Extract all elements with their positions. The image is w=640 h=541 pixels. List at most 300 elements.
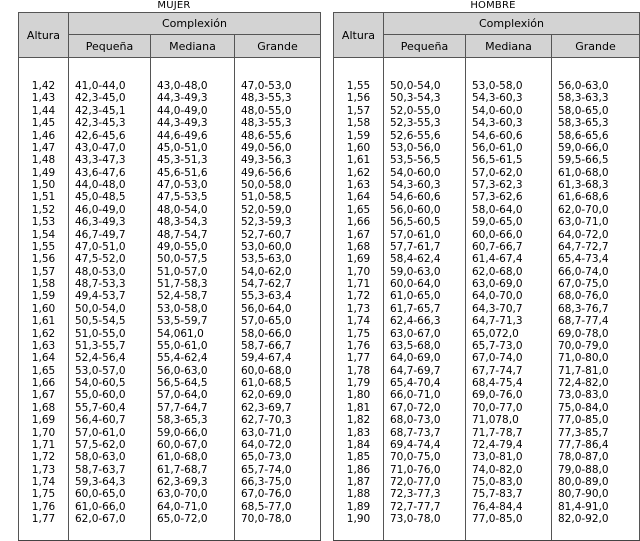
table-cell: 55,3-63,4 (241, 290, 292, 303)
table-cell: 57,7-64,7 (157, 401, 208, 414)
table-cell: 60,0-68,0 (241, 364, 292, 377)
hombre-title: HOMBRE (470, 0, 516, 11)
table-cell: 73,0-81,0 (472, 451, 523, 464)
table-cell: 48,6-55,6 (241, 129, 292, 142)
table-cell: 1,66 (31, 377, 56, 389)
table-cell: 63,0-71,0 (558, 216, 609, 229)
table-cell: 45,0-51,0 (157, 141, 208, 154)
table-cell: 60,0-66,0 (472, 228, 523, 241)
table-cell: 64,3-70,7 (472, 302, 523, 315)
table-cell: 64,7-69,7 (390, 364, 441, 377)
table-cell: 1,67 (346, 228, 371, 241)
mujer-col-pequena (69, 58, 151, 541)
table-cell: 68,4-75,4 (472, 377, 523, 389)
table-cell: 1,48 (31, 154, 56, 167)
table-cell: 54,7-62,7 (241, 278, 292, 290)
table-cell: 58,3-65,3 (558, 117, 609, 130)
table-cell: 1,66 (346, 216, 371, 229)
table-cell: 49,6-56,6 (241, 166, 292, 179)
hombre-col-grande (552, 58, 640, 541)
table-cell: 52,3-55,3 (390, 117, 441, 130)
table-cell: 67,0-76,0 (241, 488, 292, 501)
table-cell: 48,3-55,3 (241, 117, 292, 130)
table-cell: 54,6-60,6 (390, 191, 441, 204)
table-cell: 70,0-78,0 (241, 513, 292, 526)
table-cell: 1,64 (346, 191, 371, 204)
hombre-col-altura (334, 58, 384, 541)
table-cell: 1,70 (31, 426, 56, 439)
mujer-table (18, 12, 321, 541)
table-cell: 49,0-56,0 (241, 141, 292, 154)
table-cell: 72,7-77,7 (390, 500, 441, 513)
hombre-col-pequena (384, 58, 466, 541)
table-cell: 59,0-63,0 (390, 265, 441, 278)
table-cell: 56,0-64,0 (241, 302, 292, 315)
table-cell: 52,6-55,6 (390, 129, 441, 142)
hombre-header-mediana: Mediana (466, 35, 552, 58)
table-cell: 57,7-61,7 (390, 240, 441, 253)
table-cell: 70,0-79,0 (558, 339, 609, 352)
table-cell: 1,87 (346, 476, 371, 488)
table-cell: 64,0-72,0 (558, 228, 609, 241)
mujer-col-grande (235, 58, 321, 541)
table-cell: 50,5-54,5 (75, 315, 126, 328)
table-cell: 58,7-63,7 (75, 463, 126, 476)
table-cell: 53,0-58,0 (472, 80, 523, 92)
table-cell: 1,42 (31, 80, 56, 92)
table-cell: 48,7-53,3 (75, 278, 126, 290)
table-cell: 64,7-71,3 (472, 315, 523, 328)
table-cell: 69,0-78,0 (558, 327, 609, 340)
table-cell: 72,4-82,0 (558, 377, 609, 389)
table-cell: 46,3-49,3 (75, 216, 126, 229)
table-cell: 52,4-56,4 (75, 352, 126, 365)
table-cell: 54,6-60,6 (472, 129, 523, 142)
table-cell: 1,59 (31, 290, 56, 303)
table-cell: 61,7-65,7 (390, 302, 441, 315)
table-cell: 1,68 (31, 401, 56, 414)
table-cell: 1,75 (346, 327, 371, 340)
table-cell: 1,65 (31, 364, 56, 377)
table-cell: 77,0-85,0 (558, 414, 609, 427)
table-cell: 64,7-72,7 (558, 240, 609, 253)
table-cell: 58,6-65,6 (558, 129, 609, 142)
table-cell: 71,078,0 (472, 414, 519, 427)
table-cell: 68,5-77,0 (241, 500, 292, 513)
table-cell: 59,5-66,5 (558, 154, 609, 167)
table-cell: 1,52 (31, 203, 56, 216)
table-cell: 71,7-81,0 (558, 364, 609, 377)
table-cell: 1,45 (31, 117, 56, 130)
table-cell: 50,0-57,5 (157, 253, 208, 266)
hombre-header-pequena: Pequeña (384, 35, 466, 58)
table-cell: 1,84 (346, 438, 371, 451)
table-cell: 65,0-73,0 (241, 451, 292, 464)
table-cell: 72,3-77,3 (390, 488, 441, 501)
table-cell: 57,0-64,0 (157, 389, 208, 402)
table-cell: 67,7-74,7 (472, 364, 523, 377)
table-cell: 1,86 (346, 463, 371, 476)
table-cell: 80,0-89,0 (558, 476, 609, 488)
table-cell: 80,7-90,0 (558, 488, 609, 501)
table-cell: 53,0-57,0 (75, 364, 126, 377)
table-cell: 63,5-68,0 (390, 339, 441, 352)
table-cell: 1,73 (346, 302, 371, 315)
table-cell: 58,0-63,0 (75, 451, 126, 464)
table-cell: 52,3-59,3 (241, 216, 292, 229)
table-cell: 54,061,0 (157, 327, 204, 340)
table-cell: 54,3-60,3 (472, 117, 523, 130)
table-cell: 54,0-62,0 (241, 265, 292, 278)
table-cell: 68,7-73,7 (390, 426, 441, 439)
table-cell: 52,0-55,0 (390, 104, 441, 117)
table-cell: 66,0-74,0 (558, 265, 609, 278)
table-cell: 65,4-73,4 (558, 253, 609, 266)
table-cell: 54,0-60,5 (75, 377, 126, 389)
table-cell: 1,67 (31, 389, 56, 402)
table-cell: 1,76 (31, 500, 56, 513)
mujer-title: MUJER (157, 0, 191, 11)
table-cell: 57,0-61,0 (75, 426, 126, 439)
table-cell: 1,83 (346, 426, 371, 439)
table-cell: 75,0-83,0 (472, 476, 523, 488)
table-cell: 1,46 (31, 129, 56, 142)
table-cell: 51,0-55,0 (75, 327, 126, 340)
table-cell: 54,3-60,3 (472, 92, 523, 105)
table-cell: 1,69 (31, 414, 56, 427)
table-cell: 49,4-53,7 (75, 290, 126, 303)
table-cell: 65,072,0 (472, 327, 519, 340)
table-cell: 60,0-67,0 (157, 438, 208, 451)
table-cell: 57,3-62,6 (472, 191, 523, 204)
table-cell: 43,3-47,3 (75, 154, 126, 167)
table-cell: 51,7-58,3 (157, 278, 208, 290)
hombre-table (333, 12, 640, 541)
table-cell: 71,0-80,0 (558, 352, 609, 365)
table-cell: 1,79 (346, 377, 371, 389)
table-cell: 59,0-65,0 (472, 216, 523, 229)
table-cell: 1,59 (346, 129, 371, 142)
table-cell: 75,0-84,0 (558, 401, 609, 414)
table-cell: 47,5-53,5 (157, 191, 208, 204)
table-cell: 67,0-74,0 (472, 352, 523, 365)
table-cell: 54,0-60,0 (472, 104, 523, 117)
table-cell: 60,0-64,0 (390, 278, 441, 290)
table-cell: 43,6-47,6 (75, 166, 126, 179)
table-cell: 61,0-65,0 (390, 290, 441, 303)
table-cell: 67,0-75,0 (558, 278, 609, 290)
table-cell: 1,63 (31, 339, 56, 352)
table-cell: 53,0-56,0 (390, 141, 441, 154)
table-cell: 61,0-68,0 (558, 166, 609, 179)
table-cell: 53,5-56,5 (390, 154, 441, 167)
table-cell: 1,54 (31, 228, 56, 241)
table-cell: 58,0-65,0 (558, 104, 609, 117)
table-cell: 1,57 (31, 265, 56, 278)
table-cell: 58,7-66,7 (241, 339, 292, 352)
table-cell: 55,0-61,0 (157, 339, 208, 352)
table-cell: 1,56 (346, 92, 371, 105)
table-cell: 51,0-58,5 (241, 191, 292, 204)
table-cell: 58,3-65,3 (157, 414, 208, 427)
table-cell: 44,3-49,3 (157, 117, 208, 130)
table-cell: 56,5-61,5 (472, 154, 523, 167)
table-cell: 1,72 (31, 451, 56, 464)
table-cell: 45,6-51,6 (157, 166, 208, 179)
table-cell: 57,0-61,0 (390, 228, 441, 241)
hombre-panel (333, 0, 639, 541)
table-cell: 1,70 (346, 265, 371, 278)
table-cell: 44,6-49,6 (157, 129, 208, 142)
table-cell: 60,7-66,7 (472, 240, 523, 253)
table-cell: 47,5-52,0 (75, 253, 126, 266)
table-cell: 56,0-63,0 (157, 364, 208, 377)
table-cell: 1,47 (31, 141, 56, 154)
table-cell: 58,3-63,3 (558, 92, 609, 105)
table-cell: 1,69 (346, 253, 371, 266)
table-cell: 1,49 (31, 166, 56, 179)
table-cell: 1,63 (346, 179, 371, 191)
table-cell: 42,3-45,1 (75, 104, 126, 117)
table-cell: 71,0-76,0 (390, 463, 441, 476)
table-cell: 62,0-68,0 (472, 265, 523, 278)
table-cell: 47,0-51,0 (75, 240, 126, 253)
table-cell: 57,0-62,0 (472, 166, 523, 179)
table-cell: 61,0-66,0 (75, 500, 126, 513)
table-cell: 62,0-69,0 (241, 389, 292, 402)
hombre-col-mediana (466, 58, 552, 541)
mujer-header-complexion: Complexión (69, 13, 321, 35)
table-cell: 51,0-57,0 (157, 265, 208, 278)
table-cell: 42,6-45,6 (75, 129, 126, 142)
table-cell: 70,0-75,0 (390, 451, 441, 464)
table-cell: 1,65 (346, 203, 371, 216)
table-cell: 57,5-62,0 (75, 438, 126, 451)
table-cell: 74,0-82,0 (472, 463, 523, 476)
table-cell: 50,0-54,0 (75, 302, 126, 315)
table-cell: 65,0-72,0 (157, 513, 208, 526)
table-cell: 61,4-67,4 (472, 253, 523, 266)
table-cell: 69,4-74,4 (390, 438, 441, 451)
table-cell: 1,44 (31, 104, 56, 117)
table-cell: 44,0-49,0 (157, 104, 208, 117)
table-cell: 78,0-87,0 (558, 451, 609, 464)
table-cell: 72,4-79,4 (472, 438, 523, 451)
table-cell: 1,90 (346, 513, 371, 526)
table-cell: 61,7-68,7 (157, 463, 208, 476)
table-cell: 77,7-86,4 (558, 438, 609, 451)
table-cell: 1,82 (346, 414, 371, 427)
mujer-header-mediana: Mediana (151, 35, 235, 58)
table-cell: 1,61 (346, 154, 371, 167)
table-cell: 52,0-59,0 (241, 203, 292, 216)
table-cell: 56,5-60,5 (390, 216, 441, 229)
table-cell: 48,0-54,0 (157, 203, 208, 216)
table-cell: 48,0-53,0 (75, 265, 126, 278)
table-cell: 50,3-54,3 (390, 92, 441, 105)
table-cell: 47,0-53,0 (241, 80, 292, 92)
table-cell: 76,4-84,4 (472, 500, 523, 513)
table-cell: 59,0-66,0 (558, 141, 609, 154)
table-cell: 65,7-74,0 (241, 463, 292, 476)
table-cell: 57,3-62,3 (472, 179, 523, 191)
table-cell: 61,3-68,3 (558, 179, 609, 191)
table-cell: 42,3-45,3 (75, 117, 126, 130)
table-cell: 55,7-60,4 (75, 401, 126, 414)
table-cell: 62,4-66,3 (390, 315, 441, 328)
table-cell: 70,0-77,0 (472, 401, 523, 414)
table-cell: 56,4-60,7 (75, 414, 126, 427)
table-cell: 1,76 (346, 339, 371, 352)
table-cell: 53,0-58,0 (157, 302, 208, 315)
table-cell: 61,6-68,6 (558, 191, 609, 204)
table-cell: 1,77 (31, 513, 56, 526)
table-cell: 1,89 (346, 500, 371, 513)
mujer-col-mediana (151, 58, 235, 541)
table-cell: 64,0-71,0 (157, 500, 208, 513)
table-cell: 58,0-66,0 (241, 327, 292, 340)
table-cell: 73,0-78,0 (390, 513, 441, 526)
table-cell: 1,68 (346, 240, 371, 253)
table-cell: 72,0-77,0 (390, 476, 441, 488)
table-cell: 1,60 (31, 302, 56, 315)
table-cell: 53,5-59,7 (157, 315, 208, 328)
table-cell: 1,72 (346, 290, 371, 303)
table-cell: 50,0-54,0 (390, 80, 441, 92)
table-cell: 1,55 (31, 240, 56, 253)
table-cell: 57,0-65,0 (241, 315, 292, 328)
table-cell: 62,7-70,3 (241, 414, 292, 427)
table-cell: 44,3-49,3 (157, 92, 208, 105)
table-cell: 49,0-55,0 (157, 240, 208, 253)
table-cell: 67,0-72,0 (390, 401, 441, 414)
table-cell: 47,0-53,0 (157, 179, 208, 191)
table-cell: 62,3-69,7 (241, 401, 292, 414)
table-cell: 64,0-72,0 (241, 438, 292, 451)
table-cell: 77,3-85,7 (558, 426, 609, 439)
table-cell: 73,0-83,0 (558, 389, 609, 402)
table-cell: 62,0-67,0 (75, 513, 126, 526)
table-cell: 81,4-91,0 (558, 500, 609, 513)
table-cell: 59,0-66,0 (157, 426, 208, 439)
table-cell: 1,58 (31, 278, 56, 290)
hombre-header-complexion: Complexión (384, 13, 640, 35)
mujer-header-pequena: Pequeña (69, 35, 151, 58)
table-cell: 50,0-58,0 (241, 179, 292, 191)
table-cell: 48,3-54,3 (157, 216, 208, 229)
table-cell: 1,51 (31, 191, 56, 204)
table-cell: 63,0-67,0 (390, 327, 441, 340)
table-cell: 1,71 (346, 278, 371, 290)
table-cell: 45,3-51,3 (157, 154, 208, 167)
table-cell: 61,0-68,5 (241, 377, 292, 389)
table-cell: 65,7-73,0 (472, 339, 523, 352)
table-cell: 1,80 (346, 389, 371, 402)
table-cell: 59,4-67,4 (241, 352, 292, 365)
table-cell: 1,56 (31, 253, 56, 266)
table-cell: 43,0-47,0 (75, 141, 126, 154)
table-cell: 1,43 (31, 92, 56, 105)
table-cell: 58,4-62,4 (390, 253, 441, 266)
table-cell: 79,0-88,0 (558, 463, 609, 476)
table-cell: 1,71 (31, 438, 56, 451)
table-cell: 45,0-48,5 (75, 191, 126, 204)
table-cell: 41,0-44,0 (75, 80, 126, 92)
table-cell: 68,0-76,0 (558, 290, 609, 303)
table-cell: 1,78 (346, 364, 371, 377)
table-cell: 46,7-49,7 (75, 228, 126, 241)
table-cell: 1,74 (31, 476, 56, 488)
table-cell: 62,3-69,3 (157, 476, 208, 488)
table-cell: 48,7-54,7 (157, 228, 208, 241)
table-cell: 66,0-71,0 (390, 389, 441, 402)
table-cell: 1,60 (346, 141, 371, 154)
table-cell: 61,0-68,0 (157, 451, 208, 464)
table-cell: 1,73 (31, 463, 56, 476)
table-cell: 1,53 (31, 216, 56, 229)
table-cell: 44,0-48,0 (75, 179, 126, 191)
hombre-header-altura: Altura (334, 13, 384, 58)
table-cell: 55,0-60,0 (75, 389, 126, 402)
table-cell: 63,0-70,0 (157, 488, 208, 501)
table-cell: 52,4-58,7 (157, 290, 208, 303)
table-cell: 1,81 (346, 401, 371, 414)
table-cell: 53,0-60,0 (241, 240, 292, 253)
table-cell: 42,3-45,0 (75, 92, 126, 105)
table-cell: 64,0-69,0 (390, 352, 441, 365)
table-cell: 1,88 (346, 488, 371, 501)
table-cell: 69,0-76,0 (472, 389, 523, 402)
mujer-header-altura: Altura (19, 13, 69, 58)
table-cell: 59,3-64,3 (75, 476, 126, 488)
table-cell: 64,0-70,0 (472, 290, 523, 303)
table-cell: 53,5-63,0 (241, 253, 292, 266)
table-cell: 58,0-64,0 (472, 203, 523, 216)
table-cell: 56,0-60,0 (390, 203, 441, 216)
table-cell: 1,58 (346, 117, 371, 130)
table-cell: 63,0-69,0 (472, 278, 523, 290)
table-cell: 48,3-55,3 (241, 92, 292, 105)
table-cell: 1,62 (31, 327, 56, 340)
table-cell: 1,61 (31, 315, 56, 328)
table-cell: 68,7-77,4 (558, 315, 609, 328)
table-cell: 43,0-48,0 (157, 80, 208, 92)
table-cell: 54,0-60,0 (390, 166, 441, 179)
table-cell: 56,0-63,0 (558, 80, 609, 92)
mujer-panel (18, 0, 320, 541)
table-cell: 46,0-49,0 (75, 203, 126, 216)
table-cell: 1,85 (346, 451, 371, 464)
table-cell: 63,0-71,0 (241, 426, 292, 439)
table-cell: 65,4-70,4 (390, 377, 441, 389)
table-cell: 66,3-75,0 (241, 476, 292, 488)
table-cell: 1,74 (346, 315, 371, 328)
table-cell: 1,64 (31, 352, 56, 365)
hombre-header-grande: Grande (552, 35, 640, 58)
table-cell: 1,55 (346, 80, 371, 92)
table-cell: 62,0-70,0 (558, 203, 609, 216)
table-cell: 48,0-55,0 (241, 104, 292, 117)
mujer-col-altura (19, 58, 69, 541)
mujer-header-grande: Grande (235, 35, 321, 58)
table-cell: 1,57 (346, 104, 371, 117)
table-cell: 68,0-73,0 (390, 414, 441, 427)
table-cell: 52,7-60,7 (241, 228, 292, 241)
table-cell: 71,7-78,7 (472, 426, 523, 439)
table-cell: 1,50 (31, 179, 56, 191)
table-cell: 68,3-76,7 (558, 302, 609, 315)
table-cell: 75,7-83,7 (472, 488, 523, 501)
